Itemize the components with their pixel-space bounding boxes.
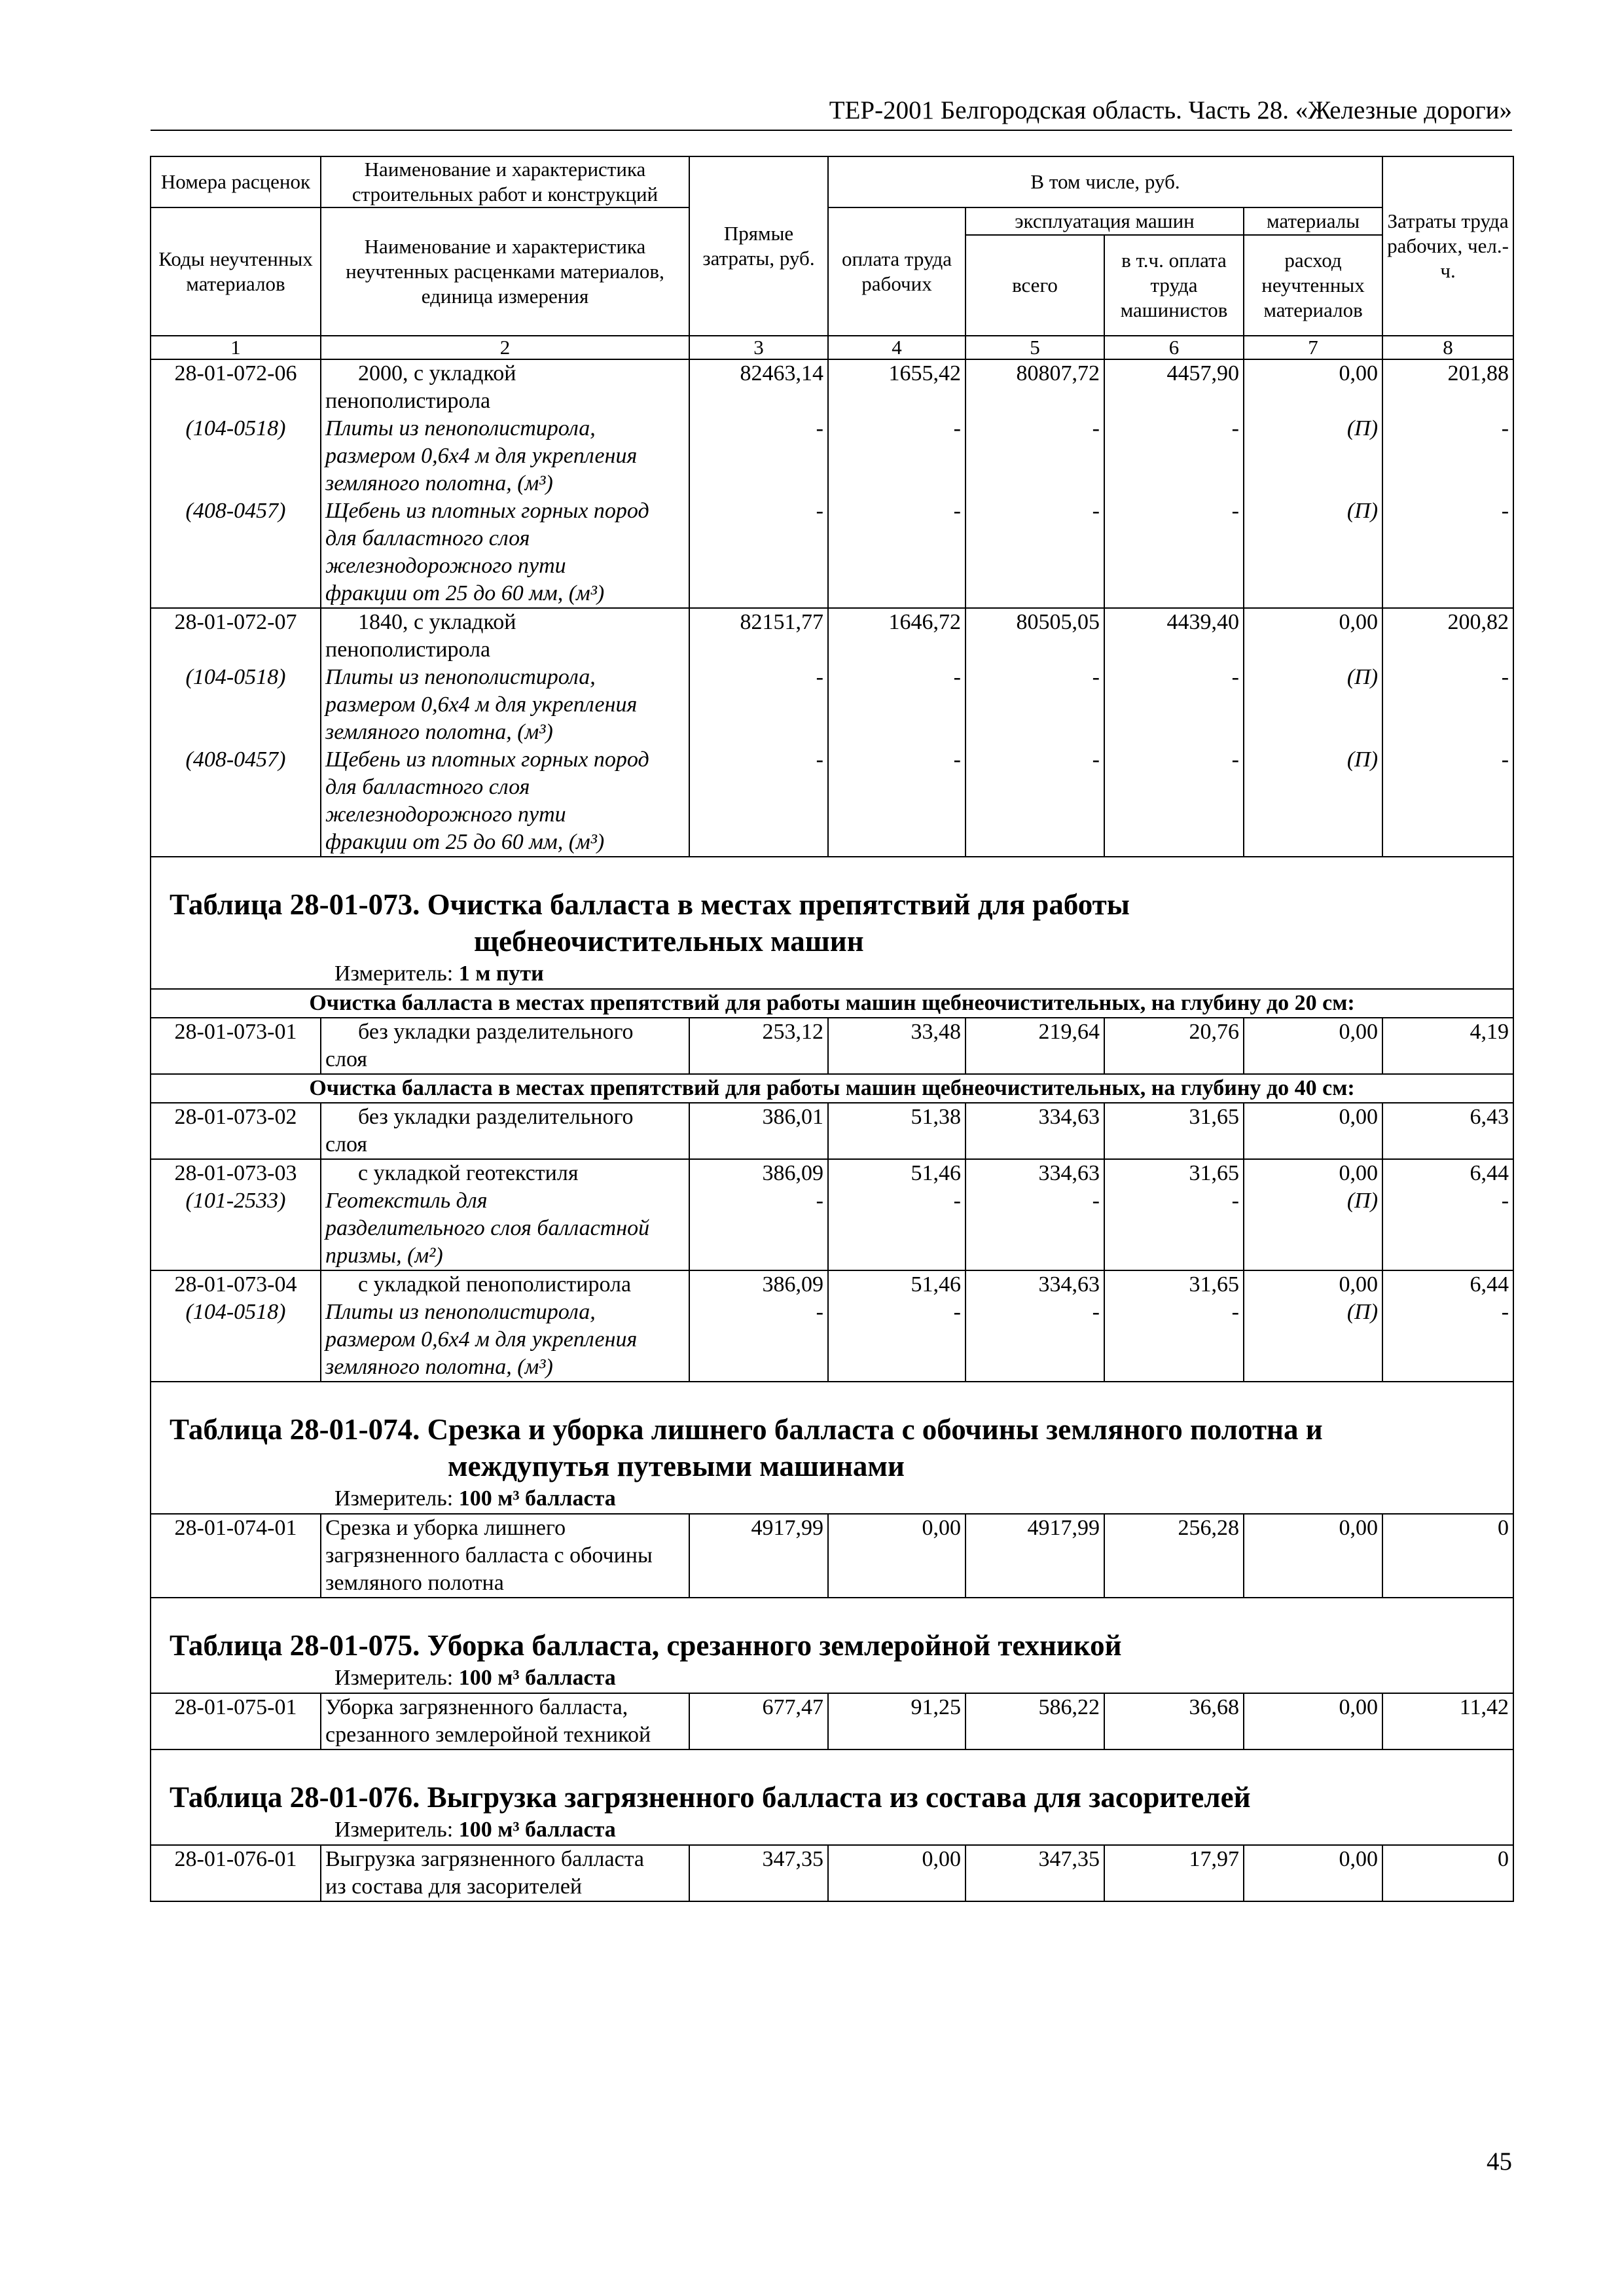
labor-hours: 4,19	[1382, 1018, 1513, 1074]
col3-header: Прямые затраты, руб.	[689, 156, 828, 336]
material-name: фракции от 25 до 60 мм, (м³)	[325, 830, 605, 854]
materials-cost: 0,00	[1339, 361, 1379, 386]
labor-hours: 0	[1382, 1845, 1513, 1901]
material-name: железнодорожного пути	[325, 802, 566, 827]
labor-cost: 91,25	[828, 1693, 965, 1749]
operator-cost: 31,65	[1189, 1161, 1239, 1185]
operator-cost: 256,28	[1104, 1514, 1244, 1598]
col1-top-header: Номера расценок	[151, 156, 321, 207]
rate-code: 28-01-074-01	[174, 1516, 297, 1540]
rate-code: 28-01-076-01	[174, 1847, 297, 1871]
material-name: земляного полотна, (м³)	[325, 720, 553, 744]
material-name: для балластного слоя	[325, 775, 530, 799]
table-row	[151, 1845, 1513, 1901]
material-code: (101-2533)	[185, 1189, 286, 1213]
rate-code: 28-01-073-01	[174, 1020, 297, 1044]
labor-cost: 0,00	[828, 1845, 965, 1901]
material-name: размером 0,6х4 м для укрепления	[325, 1327, 638, 1352]
section-title: Таблица 28-01-076. Выгрузка загрязненного балласта из состава для засорителей	[170, 1781, 1251, 1814]
work-name: земляного полотна	[325, 1571, 504, 1595]
table-row	[151, 1693, 1513, 1749]
direct-cost: 4917,99	[689, 1514, 828, 1598]
col2-bottom-header: Наименование и характеристика неучтенных расценками материалов, единица измерения	[321, 207, 689, 336]
material-name: фракции от 25 до 60 мм, (м³)	[325, 581, 605, 605]
direct-cost: 82151,77	[740, 610, 823, 634]
col-number: 7	[1244, 336, 1382, 359]
measure-unit: Измеритель: 100 м³ балласта	[334, 1666, 616, 1690]
table-row	[151, 1514, 1513, 1598]
rate-code: 28-01-073-02	[174, 1105, 297, 1129]
col1-bottom-header: Коды неучтенных материалов	[151, 207, 321, 336]
price-table	[150, 156, 1514, 1902]
labor-hours: 6,44	[1470, 1272, 1509, 1297]
work-name: 1840, с укладкой	[358, 610, 516, 634]
material-name: Щебень из плотных горных пород	[325, 499, 649, 523]
work-name: 2000, с укладкой	[358, 361, 516, 386]
page-header: ТЕР-2001 Белгородская область. Часть 28. «Железные дороги»	[151, 92, 1512, 131]
material-code: (104-0518)	[185, 416, 286, 440]
work-name: пенополистирола	[325, 389, 491, 413]
material-code: (104-0518)	[185, 665, 286, 689]
operator-cost: 4457,90	[1166, 361, 1239, 386]
material-name: размером 0,6х4 м для укрепления	[325, 444, 638, 468]
table-row	[151, 1103, 1513, 1159]
machines-total: 80505,05	[1016, 610, 1100, 634]
labor-hours: 6,44	[1470, 1161, 1509, 1185]
col5-header: всего	[965, 235, 1104, 336]
col6-header: в т.ч. оплата труда машинистов	[1104, 235, 1244, 336]
direct-cost: 386,09	[762, 1272, 823, 1297]
section-title: Таблица 28-01-075. Уборка балласта, срезанного землеройной техникой	[170, 1629, 1122, 1662]
table-row: 28-01-073-03 (101-2533) с укладкой геотекстиля Геотекстиль для разделительного слоя балластной призмы, (м²) 386,09 - 51,46 - 334,63 - 31,65 - 0,00 (П) 6,44 -	[151, 1159, 1513, 1270]
material-name: земляного полотна, (м³)	[325, 1355, 553, 1379]
page-number: 45	[1487, 2147, 1512, 2176]
labor-cost: 51,46	[911, 1272, 961, 1297]
col4-header: оплата труда рабочих	[828, 207, 965, 336]
subsection-heading: Очистка балласта в местах препятствий для работы машин щебнеочистительных, на глубину до 20 см:	[151, 989, 1513, 1018]
section-title: Таблица 28-01-073. Очистка балласта в местах препятствий для работы щебнеочистительных машин	[170, 888, 1130, 958]
materials-cost: 0,00	[1339, 610, 1379, 634]
col-number: 8	[1382, 336, 1513, 359]
material-name: железнодорожного пути	[325, 554, 566, 578]
operator-cost: 17,97	[1104, 1845, 1244, 1901]
work-name: слоя	[325, 1047, 368, 1071]
material-name: размером 0,6х4 м для укрепления	[325, 692, 638, 717]
direct-cost: 253,12	[689, 1018, 828, 1074]
table-row: 28-01-073-04 (104-0518) с укладкой пенополистирола Плиты из пенополистирола, размером 0,6х4 м для укрепления земляного полотна, (м³) 386,09 - 51,46 - 334,63 - 31,65 - 0,00 (П) 6,44 -	[151, 1270, 1513, 1382]
operator-cost: 31,65	[1104, 1103, 1244, 1159]
materials-header: материалы	[1244, 207, 1382, 235]
materials-cost: 0,00	[1339, 1272, 1379, 1297]
col8-header: Затраты труда рабочих, чел.-ч.	[1382, 156, 1513, 336]
work-name: без укладки разделительного	[358, 1105, 634, 1129]
operator-cost: 36,68	[1104, 1693, 1244, 1749]
rate-code: 28-01-072-07	[174, 610, 297, 634]
material-code: (408-0457)	[185, 747, 286, 772]
direct-cost: 386,09	[762, 1161, 823, 1185]
measure-unit: Измеритель: 100 м³ балласта	[334, 1818, 616, 1842]
materials-cost: 0,00	[1244, 1103, 1382, 1159]
col-number: 2	[321, 336, 689, 359]
material-name: разделительного слоя балластной	[325, 1216, 650, 1240]
work-name: пенополистирола	[325, 637, 491, 662]
work-name: без укладки разделительного	[358, 1020, 634, 1044]
materials-cost: 0,00	[1244, 1018, 1382, 1074]
operator-cost: 4439,40	[1166, 610, 1239, 634]
material-name: Плиты из пенополистирола,	[325, 665, 596, 689]
labor-hours: 6,43	[1382, 1103, 1513, 1159]
table-row: 28-01-072-06 (104-0518) (408-0457) 2000, с укладкой пенополистирола Плиты из пенополистирола, размером 0,6х4 м для укрепления земляного полотна, (м³) Щебень из плотных горных пород для балластного слоя железнодорожного пути фракции от 25 до 60 мм, (м³) 82463,14 - - 1655,42 - - 80807,72 - - 4457,90 - - 0,00 (П) (П) 201,88 - -	[151, 359, 1513, 608]
materials-cost: 0,00	[1339, 1161, 1379, 1185]
labor-hours: 200,82	[1447, 610, 1509, 634]
col-number: 1	[151, 336, 321, 359]
machines-total: 219,64	[965, 1018, 1104, 1074]
material-name: Геотекстиль для	[325, 1189, 488, 1213]
material-code: (408-0457)	[185, 499, 286, 523]
col-number: 3	[689, 336, 828, 359]
materials-cost: 0,00	[1244, 1845, 1382, 1901]
labor-cost: 51,38	[828, 1103, 965, 1159]
col-number: 6	[1104, 336, 1244, 359]
direct-cost: 347,35	[689, 1845, 828, 1901]
col2-top-header: Наименование и характеристика строительных работ и конструкций	[321, 156, 689, 207]
work-name: загрязненного балласта с обочины	[325, 1543, 653, 1568]
material-name: Плиты из пенополистирола,	[325, 1300, 596, 1324]
machines-total: 586,22	[965, 1693, 1104, 1749]
labor-hours: 0	[1382, 1514, 1513, 1598]
material-name: Плиты из пенополистирола,	[325, 416, 596, 440]
labor-hours: 11,42	[1382, 1693, 1513, 1749]
material-name: для балластного слоя	[325, 526, 530, 550]
machines-total: 80807,72	[1016, 361, 1100, 386]
section-title: Таблица 28-01-074. Срезка и уборка лишнего балласта с обочины земляного полотна и междупутья путевыми машинами	[170, 1413, 1323, 1482]
rate-code: 28-01-072-06	[174, 361, 297, 386]
measure-unit: Измеритель: 100 м³ балласта	[334, 1486, 616, 1511]
work-name: слоя	[325, 1132, 368, 1157]
direct-cost: 677,47	[689, 1693, 828, 1749]
rate-code: 28-01-073-04	[174, 1272, 297, 1297]
work-name: из состава для засорителей	[325, 1874, 583, 1899]
work-name: Уборка загрязненного балласта,	[325, 1695, 628, 1719]
work-name: с укладкой пенополистирола	[358, 1272, 632, 1297]
work-name: Выгрузка загрязненного балласта	[325, 1847, 645, 1871]
col7-header: расход неучтенных материалов	[1244, 235, 1382, 336]
measure-unit: Измеритель: 1 м пути	[334, 961, 544, 986]
col-number: 5	[965, 336, 1104, 359]
subsection-heading: Очистка балласта в местах препятствий для работы машин щебнеочистительных, на глубину до 40 см:	[151, 1074, 1513, 1103]
incl-header: В том числе, руб.	[828, 156, 1382, 207]
labor-cost: 33,48	[828, 1018, 965, 1074]
materials-cost: 0,00	[1244, 1693, 1382, 1749]
machines-total: 4917,99	[965, 1514, 1104, 1598]
machines-total: 334,63	[965, 1103, 1104, 1159]
labor-cost: 0,00	[828, 1514, 965, 1598]
col-number: 4	[828, 336, 965, 359]
direct-cost: 386,01	[689, 1103, 828, 1159]
machines-header: эксплуатация машин	[965, 207, 1244, 235]
labor-cost: 51,46	[911, 1161, 961, 1185]
operator-cost: 20,76	[1104, 1018, 1244, 1074]
labor-hours: 201,88	[1447, 361, 1509, 386]
work-name: с укладкой геотекстиля	[358, 1161, 579, 1185]
material-name: земляного полотна, (м³)	[325, 471, 553, 495]
machines-total: 334,63	[1038, 1272, 1100, 1297]
rate-code: 28-01-073-03	[174, 1161, 297, 1185]
rate-code: 28-01-075-01	[174, 1695, 297, 1719]
labor-cost: 1655,42	[888, 361, 961, 386]
labor-cost: 1646,72	[888, 610, 961, 634]
table-row	[151, 1018, 1513, 1074]
materials-cost: 0,00	[1244, 1514, 1382, 1598]
material-name: призмы, (м²)	[325, 1244, 443, 1268]
table-row: 28-01-072-07 (104-0518) (408-0457) 1840, с укладкой пенополистирола Плиты из пенополистирола, размером 0,6х4 м для укрепления земляного полотна, (м³) Щебень из плотных горных пород для балластного слоя железнодорожного пути фракции от 25 до 60 мм, (м³) 82151,77 - - 1646,72 - - 80505,05 - - 4439,40 - - 0,00 (П) (П) 200,82 - -	[151, 608, 1513, 857]
material-name: Щебень из плотных горных пород	[325, 747, 649, 772]
work-name: срезанного землеройной техникой	[325, 1723, 651, 1747]
operator-cost: 31,65	[1189, 1272, 1239, 1297]
machines-total: 334,63	[1038, 1161, 1100, 1185]
direct-cost: 82463,14	[740, 361, 823, 386]
machines-total: 347,35	[965, 1845, 1104, 1901]
work-name: Срезка и уборка лишнего	[325, 1516, 566, 1540]
material-code: (104-0518)	[185, 1300, 286, 1324]
